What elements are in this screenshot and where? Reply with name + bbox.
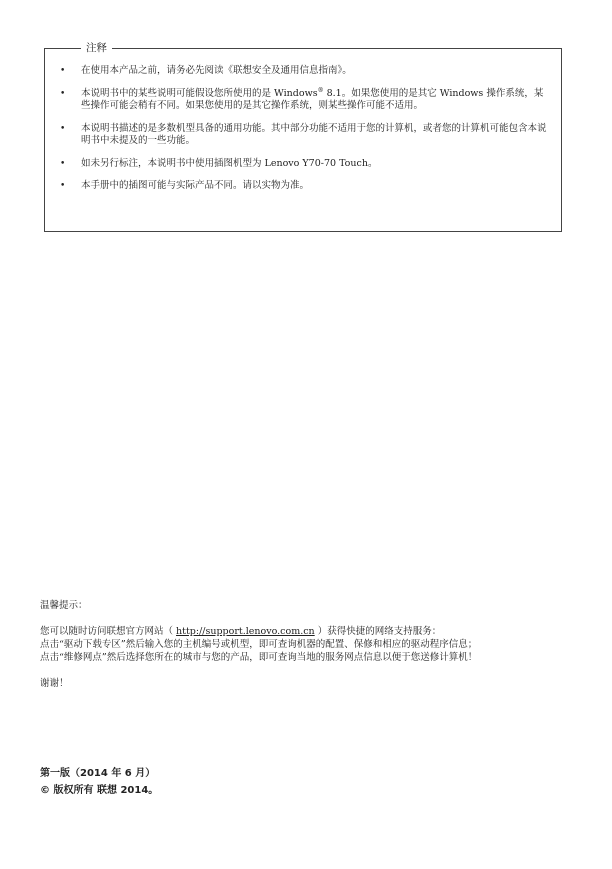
tips-line1-before: 您可以随时访问联想官方网站（ xyxy=(40,626,177,637)
note-text: 本手册中的插图可能与实际产品不同。请以实物为准。 xyxy=(81,180,310,191)
tips-section xyxy=(40,599,560,690)
bullet-icon: • xyxy=(60,123,66,134)
edition-block xyxy=(40,765,158,799)
note-item xyxy=(45,88,561,113)
copyright-line xyxy=(40,782,158,799)
tips-line-website xyxy=(40,625,560,638)
tips-line-driver: 点击“驱动下载专区”然后输入您的主机编号或机型，即可查询机器的配置、保修和相应的驱动程序信息； xyxy=(40,639,478,650)
copyright-symbol: © xyxy=(40,785,50,796)
registered-mark: ® xyxy=(317,86,324,94)
note-item xyxy=(45,123,561,148)
notes-box xyxy=(44,42,562,232)
bullet-icon: • xyxy=(60,158,66,169)
note-text-before: 本说明书中的某些说明可能假设您所使用的是 Windows xyxy=(81,87,318,99)
notes-title: 注释 xyxy=(81,40,112,56)
note-item xyxy=(45,158,561,171)
bullet-icon: • xyxy=(60,66,66,76)
tips-heading: 温馨提示： xyxy=(40,600,88,611)
tips-line1-after: ）获得快捷的网络支持服务： xyxy=(314,626,442,637)
copyright-text: 版权所有 联想 2014。 xyxy=(50,785,159,796)
note-text: 如未另行标注，本说明书中使用插图机型为 Lenovo Y70-70 Touch。 xyxy=(81,157,378,169)
note-text: 在使用本产品之前，请务必先阅读《联想安全及通用信息指南》。 xyxy=(81,65,352,76)
note-item xyxy=(45,65,561,78)
bullet-icon: • xyxy=(60,181,66,191)
tips-line-service: 点击“维修网点”然后选择您所在的城市与您的产品，即可查询当地的服务网点信息以便于您送修计算机！ xyxy=(40,652,478,663)
note-item xyxy=(45,180,561,193)
note-text: 本说明书描述的是多数机型具备的通用功能。其中部分功能不适用于您的计算机，或者您的计算机可能包含本说明书中未提及的一些功能。 xyxy=(81,122,547,146)
edition-line: 第一版（2014 年 6 月） xyxy=(40,768,156,779)
note-text-after: 8.1。如果您使用的是其它 Windows 操作系统，某些操作可能会稍有不同。如果您使用的是其它操作系统，则某些操作可能不适用。 xyxy=(81,87,544,111)
notes-list xyxy=(45,65,561,203)
bullet-icon: • xyxy=(60,88,66,99)
support-link[interactable]: http://support.lenovo.com.cn xyxy=(176,626,315,637)
tips-thanks: 谢谢！ xyxy=(40,678,69,689)
